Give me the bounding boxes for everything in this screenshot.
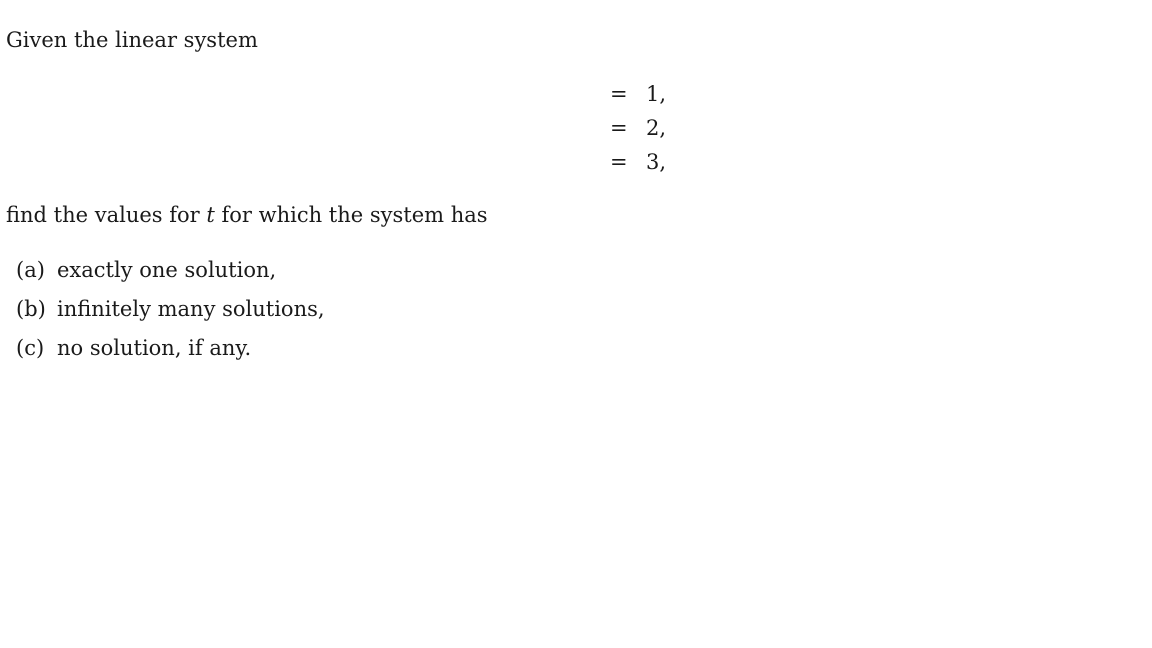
equation-rhs: 2, [646,116,667,140]
list-item [16,335,251,361]
option-text: no solution, if any. [57,336,252,360]
equals-sign: = [610,82,628,106]
question-text [6,202,488,228]
option-text: exactly one solution, [57,258,277,282]
equals-sign: = [610,116,628,140]
question-text-before: find the values for [6,203,207,227]
intro-text: Given the linear system [6,28,258,52]
option-label: (c) [16,336,45,360]
equation-rhs: 3, [646,150,667,174]
list-item [16,296,325,322]
option-label: (a) [16,258,45,282]
equals-sign: = [610,150,628,174]
option-text: infinitely many solutions, [57,297,325,321]
variable-t: t [206,203,215,227]
list-item [16,257,276,283]
option-label: (b) [16,297,46,321]
equation-rhs: 1, [646,82,667,106]
question-text-after: for which the system has [214,203,488,227]
